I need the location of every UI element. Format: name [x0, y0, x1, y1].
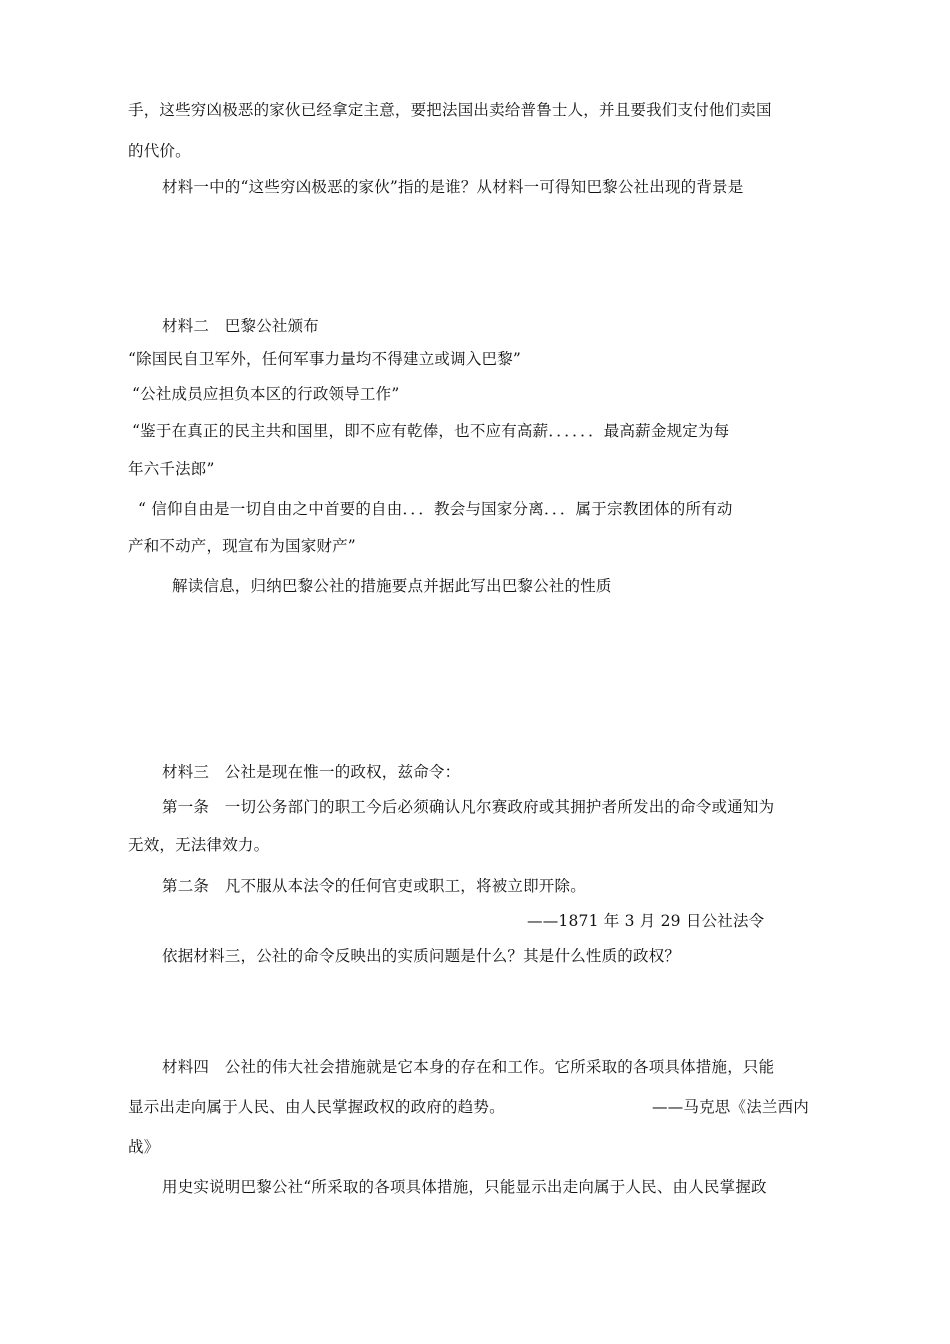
quote-line: 年六千法郎”	[128, 460, 215, 478]
paragraph-line: 第一条 一切公务部门的职工今后必须确认凡尔赛政府或其拥护者所发出的命令或通知为	[162, 798, 775, 816]
material-heading: 材料四 公社的伟大社会措施就是它本身的存在和工作。它所采取的各项具体措施，只能	[162, 1058, 775, 1076]
quote-line: “公社成员应担负本区的行政领导工作”	[132, 385, 400, 403]
material-heading: 材料三 公社是现在惟一的政权，兹命令：	[162, 763, 461, 781]
paragraph-line: 无效，无法律效力。	[128, 836, 270, 854]
question-line: 解读信息，归纳巴黎公社的措施要点并据此写出巴黎公社的性质	[172, 577, 612, 595]
quote-line: “ 信仰自由是一切自由之中首要的自由．．．教会与国家分离．．．属于宗教团体的所有动	[138, 500, 733, 518]
quote-line: “除国民自卫军外，任何军事力量均不得建立或调入巴黎”	[128, 350, 522, 368]
paragraph-line: 第二条 凡不服从本法令的任何官吏或职工，将被立即开除。	[162, 877, 586, 895]
material-heading: 材料二 巴黎公社颁布	[162, 317, 320, 335]
quote-line: “鉴于在真正的民主共和国里，即不应有乾俸，也不应有高薪．．．．．．最高薪金规定为每	[132, 422, 730, 440]
question-line: 用史实说明巴黎公社“所采取的各项具体措施，只能显示出走向属于人民、由人民掌握政	[162, 1178, 767, 1196]
question-line: 依据材料三，公社的命令反映出的实质问题是什么？其是什么性质的政权？	[162, 947, 681, 965]
attribution: ——马克思《法兰西内	[652, 1098, 810, 1116]
attribution: ——1871 年 3 月 29 日公社法令	[527, 912, 765, 930]
quote-line: 产和不动产，现宣布为国家财产”	[128, 537, 356, 555]
paragraph-line: 手，这些穷凶极恶的家伙已经拿定主意，要把法国出卖给普鲁士人，并且要我们支付他们卖国	[128, 101, 772, 119]
paragraph-line: 的代价。	[128, 142, 191, 160]
paragraph-line: 战》	[128, 1138, 160, 1156]
paragraph-line: 显示出走向属于人民、由人民掌握政权的政府的趋势。	[128, 1098, 505, 1116]
question-line: 材料一中的“这些穷凶极恶的家伙”指的是谁？从材料一可得知巴黎公社出现的背景是	[162, 178, 744, 196]
